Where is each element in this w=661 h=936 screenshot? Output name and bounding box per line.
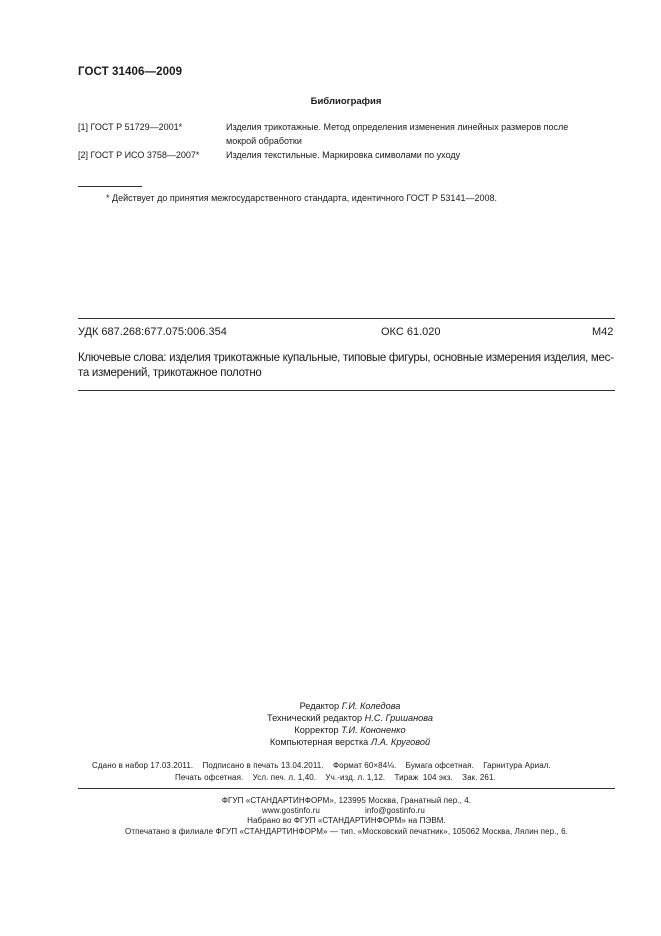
bibliography-ref-1: [1] ГОСТ Р 51729—2001* bbox=[78, 122, 183, 132]
publication-details-2: Печать офсетная. Усл. печ. л. 1,40. Уч.-изд. л. 1,12. Тираж 104 экз. Зак. 261. bbox=[175, 773, 496, 782]
classification-top-rule bbox=[78, 318, 615, 319]
bibliography-ref-2: [2] ГОСТ Р ИСО 3758—2007* bbox=[78, 150, 200, 160]
credit-role: Технический редактор bbox=[267, 713, 365, 723]
publisher-website: www.gostinfo.ru bbox=[262, 806, 320, 815]
printing-note: Отпечатано в филиале ФГУП «СТАНДАРТИНФОРМ» — тип. «Московский печатник», 105062 Москва, Лялин пер., 6. bbox=[125, 827, 568, 836]
udk-code: УДК 687.268:677.075:006.354 bbox=[78, 326, 227, 338]
bibliography-text-1-line2: мокрой обработки bbox=[226, 136, 302, 146]
keywords bbox=[78, 351, 618, 381]
footnote-divider bbox=[78, 186, 142, 187]
keywords-line1: Ключевые слова: изделия трикотажные купальные, типовые фигуры, основные измерения изделия, мес- bbox=[78, 352, 614, 364]
credit-name: Т.И. Кононенко bbox=[341, 725, 406, 735]
bibliography-text-1-line1: Изделия трикотажные. Метод определения изменения линейных размеров после bbox=[226, 122, 569, 132]
credit-layout bbox=[200, 737, 500, 747]
credit-editor bbox=[200, 701, 500, 711]
publisher-address: ФГУП «СТАНДАРТИНФОРМ», 123995 Москва, Гранатный пер., 4. bbox=[221, 796, 472, 805]
category-code: М42 bbox=[592, 326, 614, 338]
bibliography-text-1 bbox=[226, 120, 616, 148]
credit-role: Компьютерная верстка bbox=[269, 737, 371, 747]
credit-tech-editor bbox=[200, 713, 500, 723]
credit-corrector bbox=[200, 725, 500, 735]
bibliography-text-2: Изделия текстильные. Маркировка символами по уходу bbox=[226, 150, 461, 160]
publisher-email: info@gostinfo.ru bbox=[365, 806, 425, 815]
page-header: ГОСТ 31406—2009 bbox=[78, 66, 183, 78]
credit-name: Н.С. Гришанова bbox=[364, 713, 433, 723]
credit-role: Корректор bbox=[294, 725, 342, 735]
typesetting-note: Набрано во ФГУП «СТАНДАРТИНФОРМ» на ПЭВМ. bbox=[247, 816, 446, 825]
credit-role: Редактор bbox=[299, 701, 342, 711]
credit-name: Л.А. Круговой bbox=[370, 737, 431, 747]
bibliography-title: Библиография bbox=[310, 96, 382, 107]
publisher-top-rule bbox=[78, 788, 615, 789]
publication-details-1: Сдано в набор 17.03.2011. Подписано в печать 13.04.2011. Формат 60×84⅛. Бумага офсетная. Гарнитура Ариал. bbox=[92, 761, 551, 770]
oks-code: ОКС 61.020 bbox=[381, 326, 441, 338]
footnote: * Действует до принятия межгосударственного стандарта, идентичного ГОСТ Р 53141—2008. bbox=[106, 193, 497, 203]
keywords-bottom-rule bbox=[78, 390, 615, 391]
keywords-line2: та измерений, трикотажное полотно bbox=[78, 367, 262, 379]
credit-name: Г.И. Коледова bbox=[341, 701, 401, 711]
